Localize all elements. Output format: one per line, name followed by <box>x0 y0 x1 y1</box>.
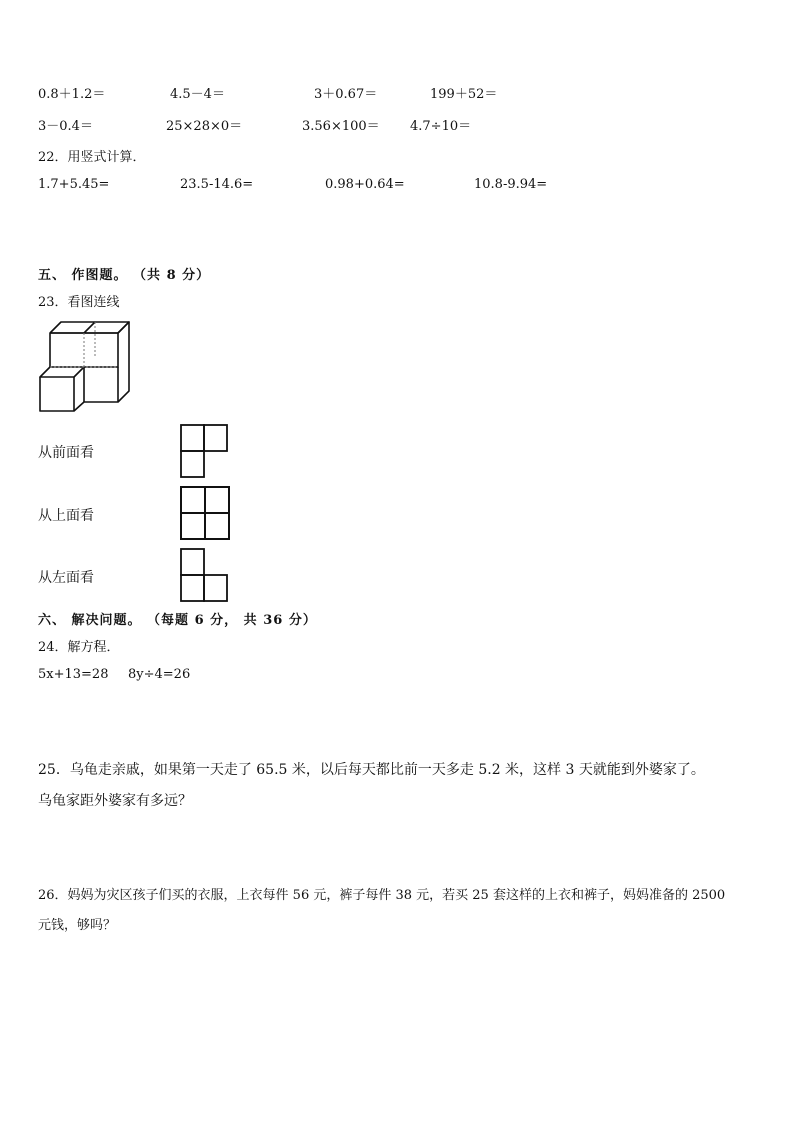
question-24-title: 24．解方程． <box>38 640 120 655</box>
question-23-title: 23．看图连线 <box>38 295 120 310</box>
section-5-heading: 五、 作图题。 （共 8 分） <box>38 268 211 283</box>
view-label-left: 从左面看 <box>38 570 94 586</box>
question-26-line-1: 26．妈妈为灾区孩子们买的衣服，上衣每件 56 元，裤子每件 38 元，若买 25 套这样的上衣和裤子，妈妈准备的 2500 <box>38 888 726 903</box>
equation-2: 8y÷4=26 <box>128 667 191 682</box>
arith-item: 3.56×100＝ <box>302 119 380 134</box>
vertical-calc-item: 0.98+0.64= <box>325 177 405 192</box>
arith-item: 0.8＋1.2＝ <box>38 87 106 102</box>
arith-item: 25×28×0＝ <box>166 119 243 134</box>
question-26-line-2: 元钱，够吗？ <box>38 918 117 933</box>
view-shape-square-grid <box>180 486 232 541</box>
view-label-front: 从前面看 <box>38 445 94 461</box>
equation-1: 5x+13=28 <box>38 667 109 682</box>
arith-item: 199＋52＝ <box>430 87 498 102</box>
arith-item: 3－0.4＝ <box>38 119 93 134</box>
arith-item: 4.7÷10＝ <box>410 119 472 134</box>
arith-item: 3＋0.67＝ <box>314 87 378 102</box>
vertical-calc-item: 1.7+5.45= <box>38 177 110 192</box>
vertical-calc-item: 10.8-9.94= <box>474 177 548 192</box>
view-shape-l-bottom <box>180 548 230 602</box>
view-label-top: 从上面看 <box>38 508 94 524</box>
cube-stack-figure <box>38 318 130 416</box>
vertical-calc-item: 23.5-14.6= <box>180 177 254 192</box>
section-6-heading: 六、 解决问题。 （每题 6 分， 共 36 分） <box>38 613 317 628</box>
view-shape-l-top <box>180 424 230 478</box>
question-25-line-2: 乌龟家距外婆家有多远？ <box>38 793 192 809</box>
question-22-title: 22．用竖式计算． <box>38 150 146 165</box>
question-25-line-1: 25．乌龟走亲戚，如果第一天走了 65.5 米，以后每天都比前一天多走 5.2 米，这样 3 天就能到外婆家了。 <box>38 762 705 778</box>
arith-item: 4.5－4＝ <box>170 87 225 102</box>
